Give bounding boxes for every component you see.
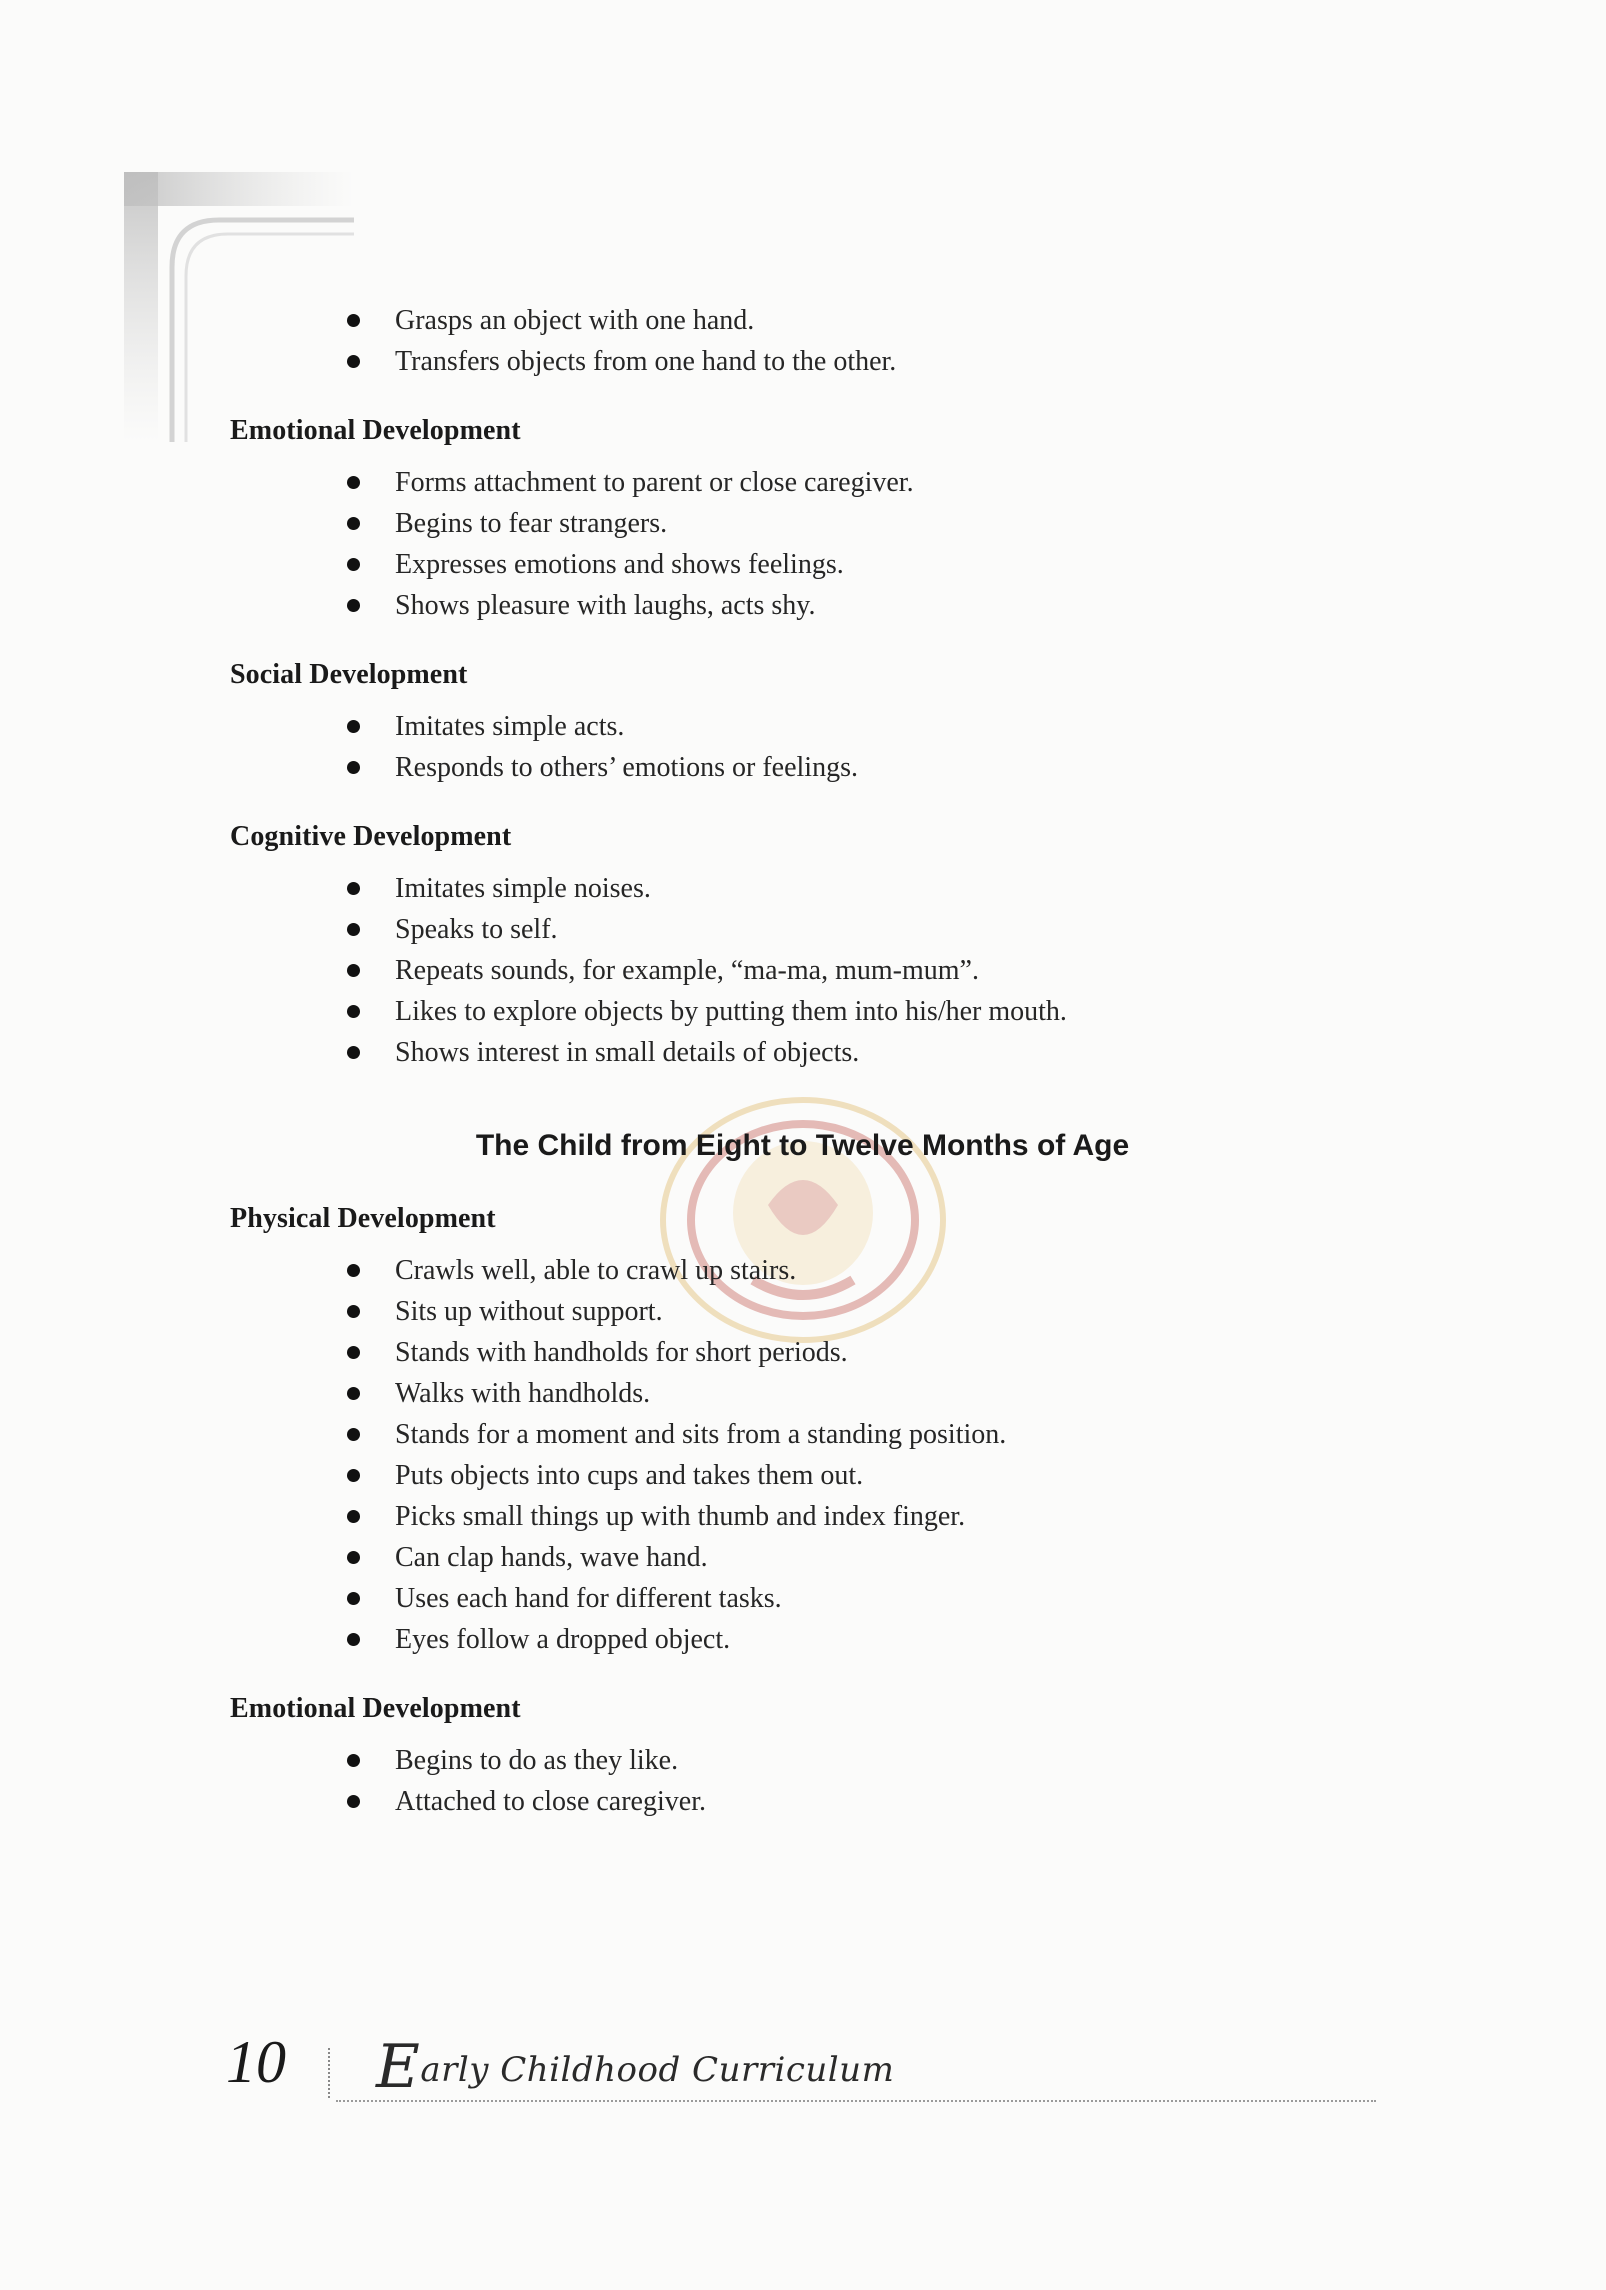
- footer-rule: [336, 2100, 1376, 2102]
- bullet-icon: [347, 761, 360, 774]
- bullet-icon: [347, 1795, 360, 1808]
- section-heading-cognitive: Cognitive Development: [230, 821, 512, 852]
- list-item: [230, 544, 1430, 585]
- list-item: [230, 868, 1430, 909]
- list-item-text: Likes to explore objects by putting them into his/her mouth.: [395, 996, 1067, 1027]
- emotional-bullet-list: [230, 462, 1430, 626]
- bullet-icon: [347, 517, 360, 530]
- physical-bullet-list: [230, 1250, 1430, 1660]
- section-heading-physical: Physical Development: [230, 1203, 496, 1234]
- list-item-text: Shows pleasure with laughs, acts shy.: [395, 590, 816, 621]
- list-item-text: Expresses emotions and shows feelings.: [395, 549, 844, 580]
- list-item-text: Stands with handholds for short periods.: [395, 1337, 848, 1368]
- bullet-icon: [347, 1046, 360, 1059]
- running-title: [376, 2032, 894, 2102]
- bullet-icon: [347, 1469, 360, 1482]
- list-item: [230, 1455, 1430, 1496]
- list-item: [230, 341, 1430, 382]
- list-item-text: Responds to others’ emotions or feelings.: [395, 752, 858, 783]
- list-item-text: Transfers objects from one hand to the other.: [395, 346, 897, 377]
- list-item: [230, 503, 1430, 544]
- page-footer: [226, 2010, 1376, 2110]
- running-title-rest: arly Childhood Curriculum: [420, 2050, 895, 2090]
- list-item-text: Attached to close caregiver.: [395, 1786, 706, 1817]
- list-item-text: Begins to do as they like.: [395, 1745, 679, 1776]
- list-item: [230, 1332, 1430, 1373]
- list-item: [230, 1496, 1430, 1537]
- page-number: 10: [226, 2029, 286, 2095]
- running-title-initial: E: [376, 2032, 421, 2102]
- bullet-icon: [347, 923, 360, 936]
- list-item: [230, 1537, 1430, 1578]
- list-item-text: Stands for a moment and sits from a standing position.: [395, 1419, 1007, 1450]
- list-item-text: Imitates simple noises.: [395, 873, 651, 904]
- list-item: [230, 585, 1430, 626]
- list-item-text: Crawls well, able to crawl up stairs.: [395, 1255, 797, 1286]
- bullet-icon: [347, 1633, 360, 1646]
- list-item: [230, 991, 1430, 1032]
- bullet-icon: [347, 1346, 360, 1359]
- section-heading-emotional: Emotional Development: [230, 415, 521, 446]
- list-item-text: Uses each hand for different tasks.: [395, 1583, 782, 1614]
- list-item-text: Sits up without support.: [395, 1296, 663, 1327]
- list-item-text: Shows interest in small details of objects.: [395, 1037, 860, 1068]
- list-item-text: Forms attachment to parent or close caregiver.: [395, 467, 914, 498]
- bullet-icon: [347, 558, 360, 571]
- bullet-icon: [347, 1592, 360, 1605]
- list-item-text: Grasps an object with one hand.: [395, 305, 755, 336]
- bullet-icon: [347, 1428, 360, 1441]
- bullet-icon: [347, 1551, 360, 1564]
- bullet-icon: [347, 1005, 360, 1018]
- bullet-icon: [347, 1754, 360, 1767]
- list-item-text: Walks with handholds.: [395, 1378, 651, 1409]
- footer-divider: [328, 2048, 332, 2098]
- list-item: [230, 1619, 1430, 1660]
- list-item-text: Speaks to self.: [395, 914, 558, 945]
- list-item-text: Can clap hands, wave hand.: [395, 1542, 708, 1573]
- section-heading-emotional-2: Emotional Development: [230, 1693, 521, 1724]
- list-item: [230, 706, 1430, 747]
- list-item: [230, 1291, 1430, 1332]
- bullet-icon: [347, 720, 360, 733]
- bullet-icon: [347, 355, 360, 368]
- bullet-icon: [347, 882, 360, 895]
- list-item-text: Imitates simple acts.: [395, 711, 625, 742]
- bullet-icon: [347, 1305, 360, 1318]
- bullet-icon: [347, 476, 360, 489]
- bullet-icon: [347, 1510, 360, 1523]
- chapter-title: The Child from Eight to Twelve Months of Age: [475, 1129, 1130, 1162]
- list-item: [230, 1414, 1430, 1455]
- list-item: [230, 300, 1430, 341]
- list-item: [230, 1250, 1430, 1291]
- bullet-icon: [347, 314, 360, 327]
- cognitive-bullet-list: [230, 868, 1430, 1073]
- list-item: [230, 1578, 1430, 1619]
- list-item: [230, 747, 1430, 788]
- list-item: [230, 1740, 1430, 1781]
- list-item-text: Eyes follow a dropped object.: [395, 1624, 731, 1655]
- continued-bullet-list: [230, 300, 1430, 382]
- bullet-icon: [347, 1387, 360, 1400]
- social-bullet-list: [230, 706, 1430, 788]
- list-item: [230, 1781, 1430, 1822]
- list-item-text: Puts objects into cups and takes them out.: [395, 1460, 864, 1491]
- list-item-text: Begins to fear strangers.: [395, 508, 668, 539]
- bullet-icon: [347, 1264, 360, 1277]
- list-item: [230, 462, 1430, 503]
- list-item-text: Picks small things up with thumb and index finger.: [395, 1501, 966, 1532]
- bullet-icon: [347, 599, 360, 612]
- list-item: [230, 909, 1430, 950]
- bullet-icon: [347, 964, 360, 977]
- list-item: [230, 1032, 1430, 1073]
- section-heading-social: Social Development: [230, 659, 468, 690]
- list-item-text: Repeats sounds, for example, “ma-ma, mum-mum”.: [395, 955, 979, 986]
- list-item: [230, 1373, 1430, 1414]
- page-content: [230, 300, 1430, 1822]
- list-item: [230, 950, 1430, 991]
- emotional-2-bullet-list: [230, 1740, 1430, 1822]
